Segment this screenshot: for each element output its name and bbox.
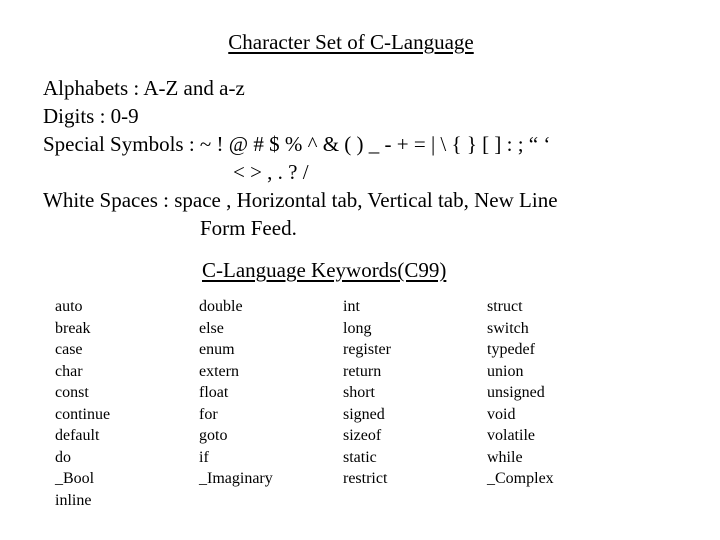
keyword: _Bool [55,470,95,487]
digits-line: Digits : 0-9 [43,104,139,128]
keyword: volatile [487,427,535,444]
keyword: inline [55,491,92,509]
keyword: char [55,362,83,380]
keyword: unsigned [487,384,545,401]
keyword: void [487,405,516,423]
keyword-column-1 [55,296,110,511]
keyword: do [55,448,71,466]
keyword: double [199,298,243,315]
page-title: Character Set of C-Language [228,30,474,54]
keyword: auto [55,298,83,315]
keyword: return [343,362,382,380]
keyword: else [199,319,224,337]
white-spaces-continued: Form Feed. [200,216,297,240]
alphabets-line: Alphabets : A-Z and a-z [43,76,245,100]
keyword: long [343,319,372,337]
special-symbols-line: Special Symbols : ~ ! @ # $ % ^ & ( ) _ - + = | \ { } [ ] : ; “ ‘ [43,132,551,156]
keyword: enum [199,341,235,358]
keyword: _Imaginary [199,470,273,487]
keyword: default [55,427,100,444]
keyword: static [343,448,377,466]
keyword: switch [487,319,529,337]
keyword: continue [55,405,111,423]
keyword: struct [487,298,523,315]
keyword: signed [343,405,385,423]
keyword: while [487,448,523,466]
keyword-column-4 [487,296,554,490]
keyword: break [55,319,91,337]
white-spaces-line: White Spaces : space , Horizontal tab, Vertical tab, New Line [43,188,558,212]
keyword: const [55,384,89,401]
keywords-title: C-Language Keywords(C99) [202,258,447,282]
keyword: int [343,298,360,315]
keyword: _Complex [487,470,554,487]
keyword: sizeof [343,427,382,444]
keyword: goto [199,427,228,444]
keyword: float [199,384,229,401]
keyword: case [55,341,83,358]
keyword: for [199,405,218,423]
special-symbols-continued: < > , . ? / [233,160,309,184]
keyword: short [343,384,375,401]
keyword: typedef [487,341,535,358]
keyword: extern [199,362,239,380]
keyword-column-3 [343,296,391,490]
keyword: union [487,362,524,380]
keyword-column-2 [199,296,273,490]
keyword: if [199,448,209,466]
charset-section [43,74,558,242]
keyword: restrict [343,470,388,487]
keyword: register [343,341,391,358]
